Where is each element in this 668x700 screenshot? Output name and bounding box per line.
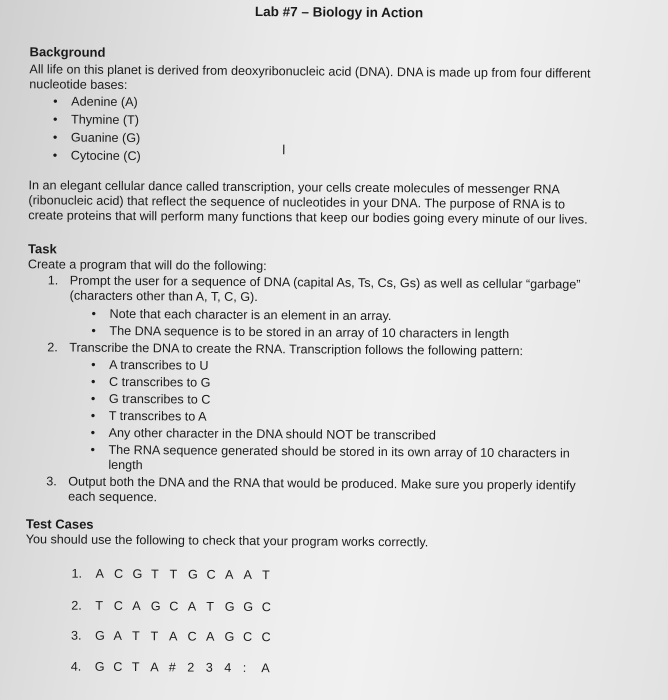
background-para-line-1: All life on this planet is derived from deoxyribonucleic acid (DNA). DNA is made up from four different — [29, 62, 591, 81]
sequence-character: A — [95, 566, 104, 581]
sequence-character: G — [187, 567, 198, 582]
test-case-row — [71, 629, 280, 646]
sequence-character: C — [113, 598, 123, 613]
step-2-bullet: • T transcribes to A — [90, 408, 207, 424]
sequence-character: C — [261, 630, 271, 645]
base-item: • Thymine (T) — [53, 112, 139, 128]
sequence-character: # — [168, 660, 176, 675]
base-item: • Cytocine (C) — [52, 148, 141, 164]
step-3-text-cont: each sequence. — [68, 489, 158, 505]
sequence-character: A — [243, 567, 252, 582]
sequence-character: C — [206, 567, 216, 582]
base-item: • Adenine (A) — [53, 94, 138, 110]
sequence-character: G — [224, 629, 235, 644]
sequence-character: A — [187, 599, 197, 614]
step-2-bullet: • G transcribes to C — [90, 391, 211, 407]
sequence-character: C — [187, 629, 197, 644]
sequence-character: T — [131, 629, 140, 644]
sequence-character: : — [242, 660, 247, 675]
sequence-character: G — [132, 567, 143, 582]
sequence-character: C — [242, 629, 253, 644]
sequence-character: A — [168, 629, 178, 644]
text-cursor-icon: I — [281, 141, 286, 158]
sequence-character: G — [243, 599, 254, 615]
test-case-row — [71, 660, 280, 677]
background-para-line-2: nucleotide bases: — [29, 77, 128, 93]
test-case-number: 3. — [70, 628, 82, 643]
page-title: Lab #7 – Biology in Action — [254, 4, 424, 21]
test-case-row — [71, 567, 280, 584]
sequence-character: G — [94, 628, 105, 643]
sequence-character: A — [261, 661, 270, 676]
sequence-character: G — [94, 659, 105, 674]
task-intro: Create a program that will do the following: — [27, 257, 267, 274]
step-1-bullet: • The DNA sequence is to be stored in an array of 10 characters in length — [91, 323, 510, 342]
sequence-character: C — [261, 600, 271, 615]
sequence-character: G — [150, 599, 161, 614]
transcription-para-line-2: (ribonucleic acid) that reflect the sequence of nucleotides in your DNA. The purpose of RNA is to — [28, 193, 566, 212]
sequence-character: A — [224, 567, 234, 582]
test-case-number: 1. — [71, 566, 83, 581]
step-2-bullet: • Any other character in the DNA should NOT be transcribed — [90, 425, 437, 443]
step-2-bullet: • C transcribes to G — [90, 374, 211, 390]
step-3-number: 3. — [46, 474, 57, 489]
sequence-character: A — [132, 599, 141, 614]
sequence-character: 3 — [205, 660, 213, 675]
step-2-bullet: • The RNA sequence generated should be stored in its own array of 10 characters in — [90, 442, 570, 461]
step-1-text-cont: (characters other than A, T, C, G). — [69, 288, 258, 305]
test-cases-intro: You should use the following to check that your program works correctly. — [25, 532, 429, 550]
sequence-character: A — [205, 629, 215, 644]
step-2-text: Transcribe the DNA to create the RNA. Transcription follows the following pattern: — [69, 340, 524, 359]
step-2-bullet: • A transcribes to U — [91, 357, 209, 373]
sequence-character: A — [113, 628, 122, 643]
sequence-character: T — [206, 599, 214, 614]
test-case-number: 2. — [71, 598, 82, 613]
step-1-text: Prompt the user for a sequence of DNA (capital As, Ts, Cs, Gs) as well as cellular “garbage” — [69, 273, 581, 292]
sequence-character: T — [261, 568, 270, 583]
sequence-character: C — [113, 659, 123, 674]
test-cases-heading: Test Cases — [25, 516, 94, 532]
step-2-bullet-cont: length — [108, 457, 143, 473]
sequence-character: T — [131, 660, 140, 675]
sequence-character: 2 — [187, 660, 195, 675]
sequence-character: A — [150, 660, 159, 675]
transcription-para-line-3: create proteins that will perform many functions that keep our bodies going every minute of our lives. — [28, 208, 588, 227]
step-3-text: Output both the DNA and the RNA that would be produced. Make sure you properly identify — [68, 474, 576, 493]
step-1-bullet: • Note that each character is an element in an array. — [91, 306, 392, 324]
sequence-character: 4 — [224, 660, 232, 675]
sequence-character: T — [95, 598, 104, 613]
step-1-number: 1. — [47, 273, 59, 288]
sequence-character: C — [169, 599, 179, 614]
transcription-para-line-1: In an elegant cellular dance called transcription, your cells create molecules of messenger RNA — [28, 178, 560, 197]
sequence-character: T — [169, 567, 178, 582]
sequence-character: T — [150, 629, 159, 644]
base-item: • Guanine (G) — [52, 130, 141, 146]
step-2-number: 2. — [47, 340, 58, 355]
sequence-character: G — [224, 599, 235, 614]
background-heading: Background — [29, 44, 106, 60]
sequence-character: C — [113, 566, 124, 581]
task-heading: Task — [27, 241, 57, 257]
sequence-character: T — [150, 567, 159, 582]
test-case-number: 4. — [70, 659, 82, 674]
test-case-row — [71, 599, 280, 616]
